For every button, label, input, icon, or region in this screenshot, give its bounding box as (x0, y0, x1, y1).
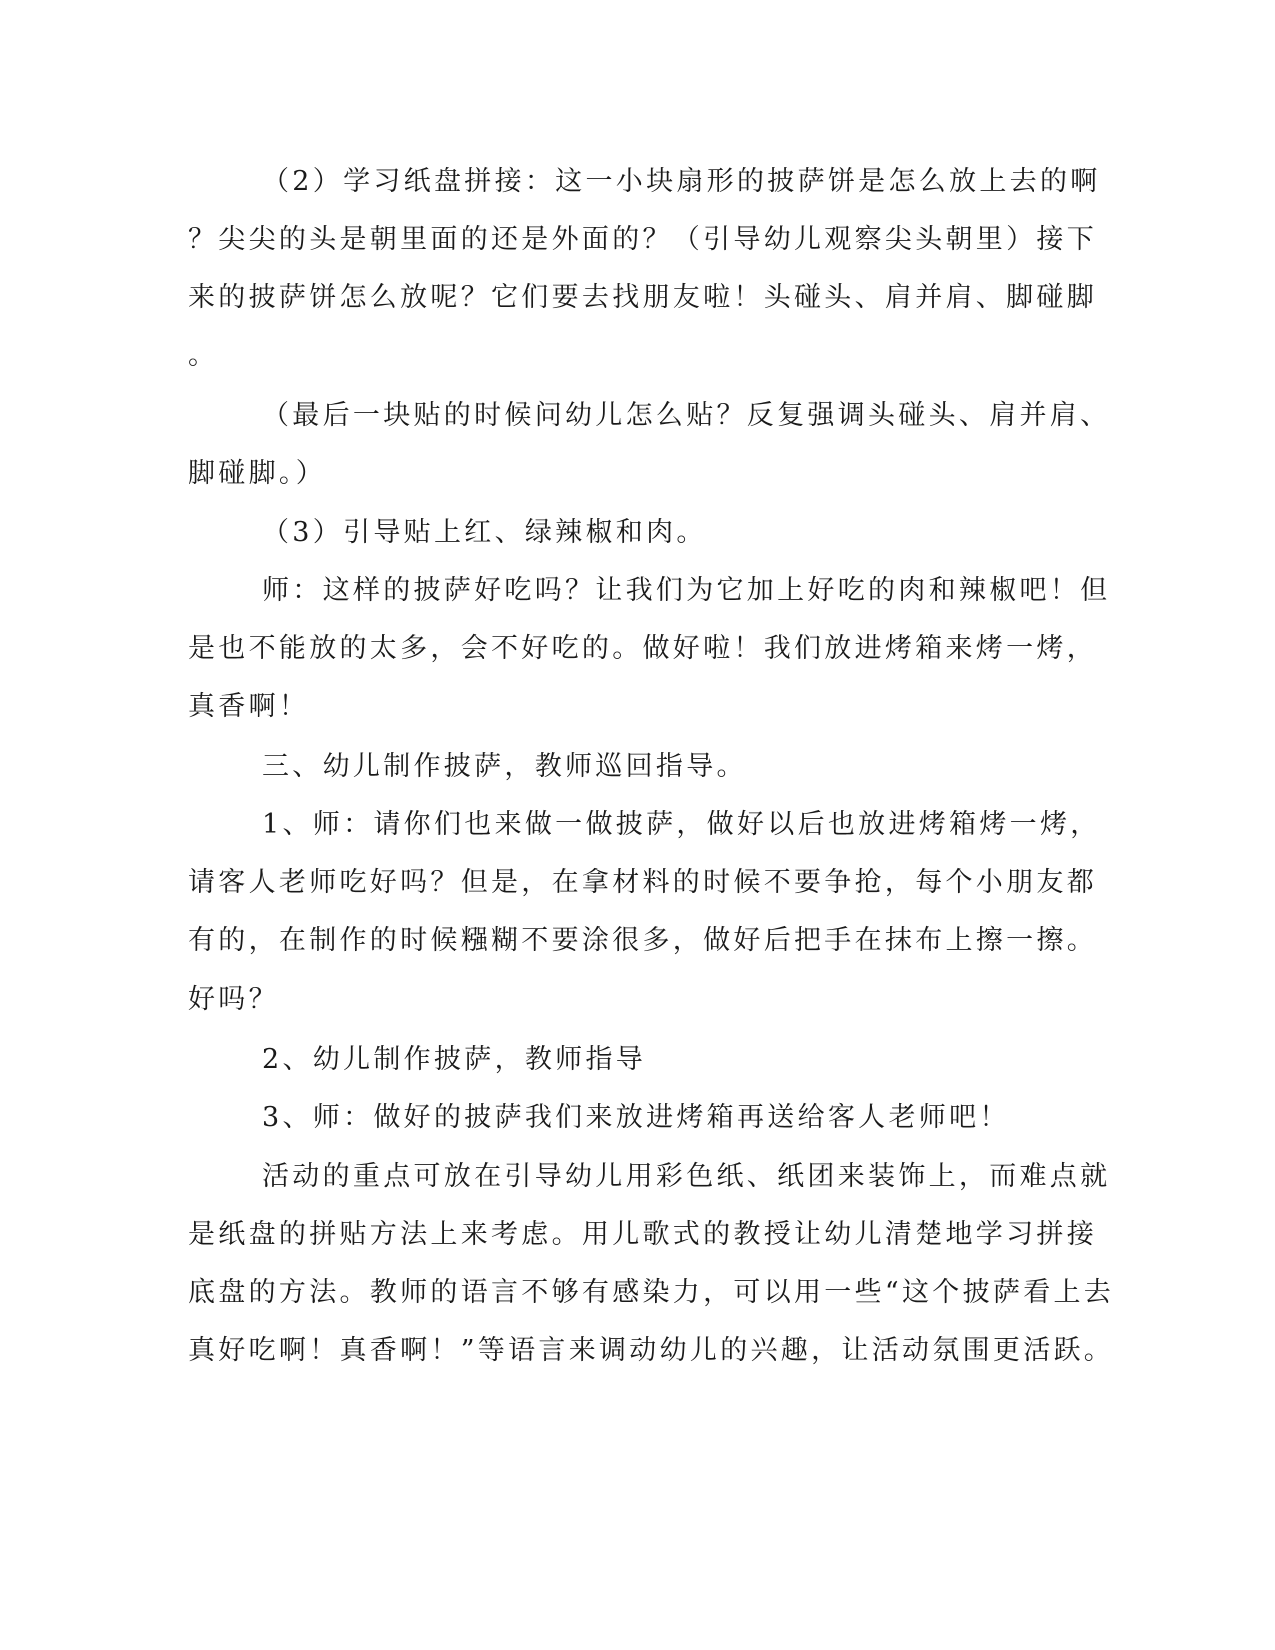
paragraph-line: 是纸盘的拼贴方法上来考虑。用儿歌式的教授让幼儿清楚地学习拼接 (188, 1219, 1097, 1250)
paragraph-line: 1、师：请你们也来做一做披萨，做好以后也放进烤箱烤一烤， (262, 809, 1101, 840)
paragraph-line: 2、幼儿制作披萨，教师指导 (262, 1044, 647, 1075)
paragraph-line: 真香啊！ (188, 691, 310, 722)
paragraph-line: （2）学习纸盘拼接：这一小块扇形的披萨饼是怎么放上去的啊 (262, 166, 1101, 197)
paragraph-line: 三、幼儿制作披萨，教师巡回指导。 (262, 751, 747, 782)
paragraph-line: 师：这样的披萨好吃吗？让我们为它加上好吃的肉和辣椒吧！但 (262, 575, 1111, 606)
paragraph-line: ？尖尖的头是朝里面的还是外面的？（引导幼儿观察尖头朝里）接下 (188, 224, 1097, 255)
paragraph-line: 是也不能放的太多，会不好吃的。做好啦！我们放进烤箱来烤一烤， (188, 633, 1097, 664)
paragraph-line: 来的披萨饼怎么放呢？它们要去找朋友啦！头碰头、肩并肩、脚碰脚 (188, 282, 1097, 313)
paragraph-line: （最后一块贴的时候问幼儿怎么贴？反复强调头碰头、肩并肩、 (262, 400, 1111, 431)
paragraph-line: 真好吃啊！真香啊！”等语言来调动幼儿的兴趣，让活动氛围更活跃。 (188, 1335, 1115, 1366)
paragraph-line: 好吗？ (188, 984, 279, 1015)
paragraph-line: 3、师：做好的披萨我们来放进烤箱再送给客人老师吧！ (262, 1102, 1010, 1133)
paragraph-line: 。 (188, 340, 219, 371)
paragraph-line: 脚碰脚。） (188, 458, 326, 489)
paragraph-line: （3）引导贴上红、绿辣椒和肉。 (262, 517, 707, 548)
paragraph-line: 请客人老师吃好吗？但是，在拿材料的时候不要争抢，每个小朋友都 (188, 867, 1097, 898)
paragraph-line: 活动的重点可放在引导幼儿用彩色纸、纸团来装饰上，而难点就 (262, 1161, 1111, 1192)
paragraph-line: 有的，在制作的时候糨糊不要涂很多，做好后把手在抹布上擦一擦。 (188, 925, 1097, 956)
paragraph-line: 底盘的方法。教师的语言不够有感染力，可以用一些“这个披萨看上去 (188, 1277, 1115, 1308)
